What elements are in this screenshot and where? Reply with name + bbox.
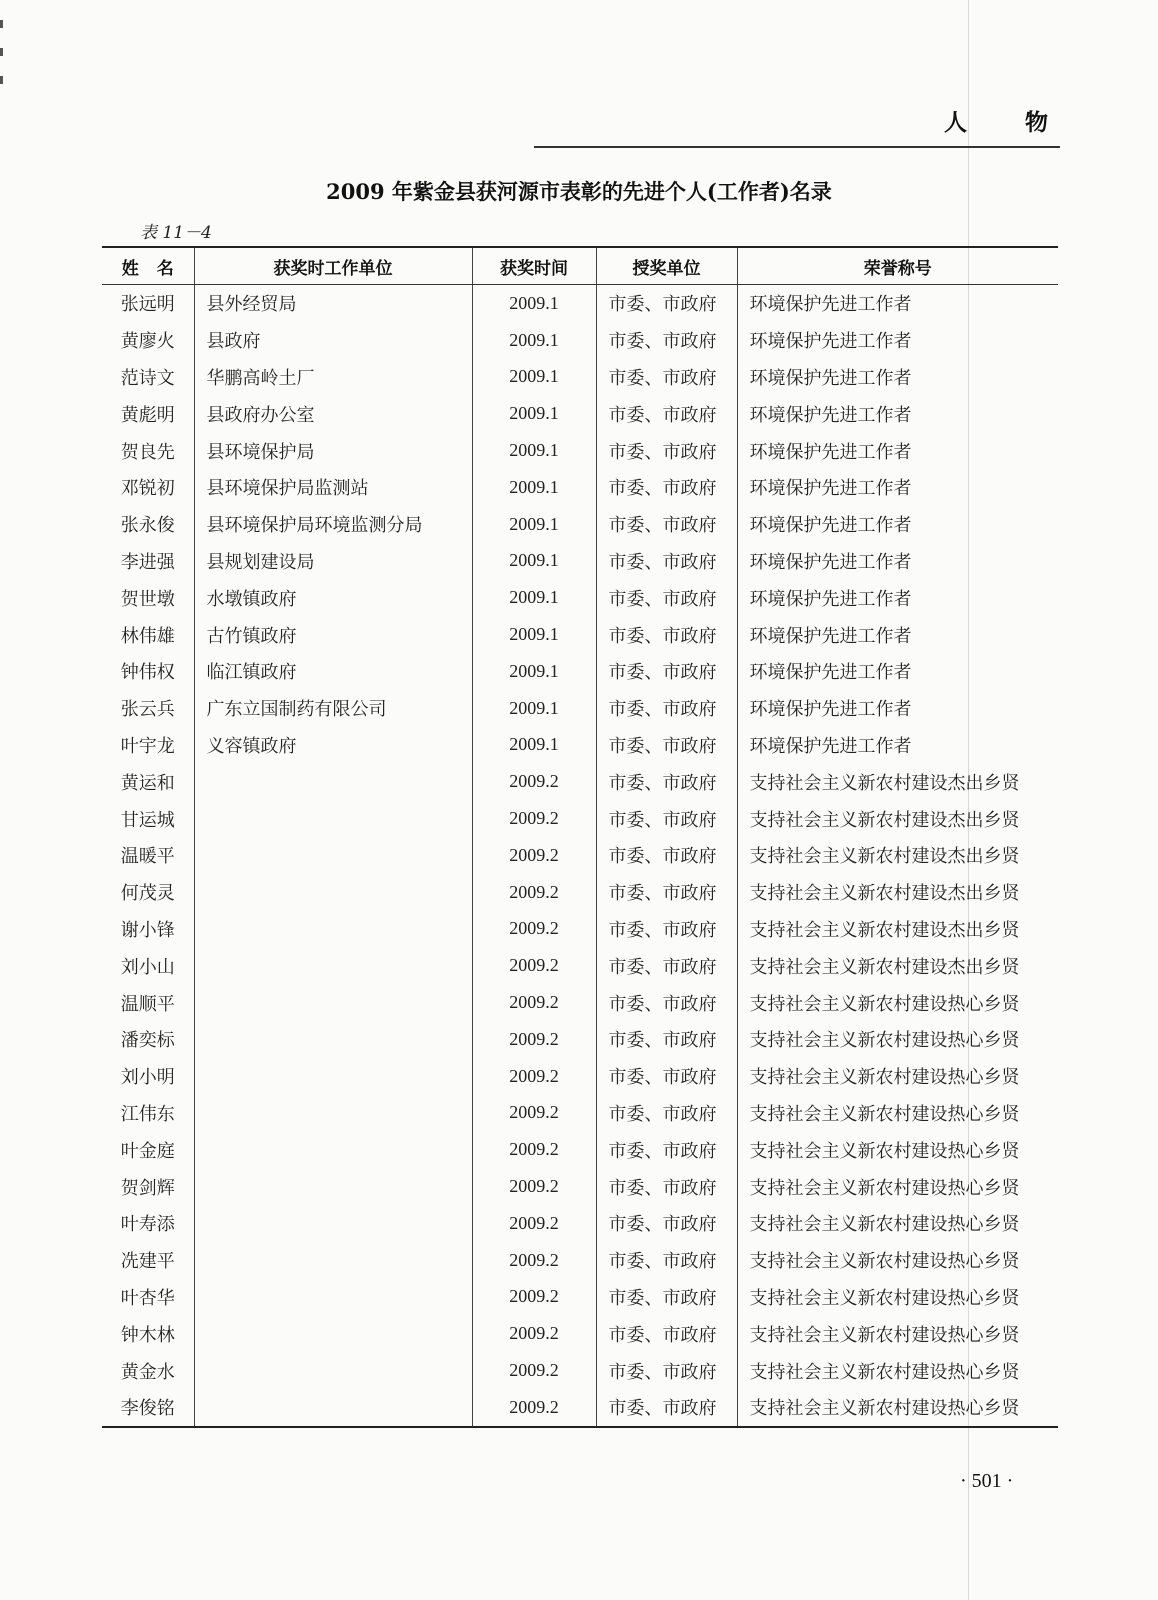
- cell-honor: 环境保护先进工作者: [737, 359, 1058, 396]
- column-header-unit: 获奖时工作单位: [194, 247, 472, 285]
- cell-time: 2009.2: [472, 911, 596, 948]
- table-row: [102, 1021, 1058, 1058]
- cell-honor: 环境保护先进工作者: [737, 322, 1058, 359]
- cell-name: 张永俊: [120, 515, 175, 537]
- cell-unit: [194, 911, 472, 948]
- cell-org: 市委、市政府: [596, 395, 737, 432]
- cell-name: 黄金水: [120, 1361, 175, 1383]
- table-row: [102, 506, 1058, 543]
- cell-unit: [194, 1021, 472, 1058]
- cell-unit: 县环境保护局: [194, 432, 472, 469]
- table-row: [102, 1058, 1058, 1095]
- cell-unit: 县政府办公室: [194, 395, 472, 432]
- cell-time: 2009.1: [472, 359, 596, 396]
- cell-unit: [194, 1389, 472, 1427]
- column-header-time: 获奖时间: [472, 247, 596, 285]
- cell-honor: 环境保护先进工作者: [737, 690, 1058, 727]
- header-rule: [534, 146, 1060, 148]
- cell-name: 温顺平: [120, 993, 175, 1015]
- cell-time: 2009.1: [472, 285, 596, 322]
- cell-org: 市委、市政府: [596, 506, 737, 543]
- cell-org: 市委、市政府: [596, 837, 737, 874]
- cell-unit: [194, 800, 472, 837]
- table-body: [102, 285, 1058, 1427]
- cell-time: 2009.2: [472, 1352, 596, 1389]
- cell-name: 张远明: [120, 294, 175, 316]
- cell-honor: 支持社会主义新农村建设杰出乡贤: [737, 947, 1058, 984]
- table-row: [102, 395, 1058, 432]
- cell-unit: 县规划建设局: [194, 543, 472, 580]
- cell-time: 2009.2: [472, 1131, 596, 1168]
- cell-name: 贺良先: [120, 441, 175, 463]
- table-row: [102, 1205, 1058, 1242]
- cell-honor: 支持社会主义新农村建设热心乡贤: [737, 1315, 1058, 1352]
- cell-honor: 支持社会主义新农村建设热心乡贤: [737, 1389, 1058, 1427]
- cell-name: 潘奕标: [120, 1030, 175, 1052]
- cell-org: 市委、市政府: [596, 543, 737, 580]
- cell-org: 市委、市政府: [596, 984, 737, 1021]
- column-header-name-label: 姓名: [121, 258, 192, 279]
- cell-org: 市委、市政府: [596, 1095, 737, 1132]
- section-char-2: 物: [1025, 109, 1049, 136]
- cell-name: 李俊铭: [120, 1398, 175, 1420]
- cell-honor: 环境保护先进工作者: [737, 579, 1058, 616]
- cell-name: 钟木林: [120, 1324, 175, 1346]
- cell-unit: [194, 874, 472, 911]
- document-title: 2009 年紫金县获河源市表彰的先进个人(工作者)名录: [326, 179, 832, 204]
- cell-org: 市委、市政府: [596, 874, 737, 911]
- cell-name: 叶宇龙: [120, 735, 175, 757]
- cell-unit: [194, 837, 472, 874]
- cell-org: 市委、市政府: [596, 690, 737, 727]
- cell-honor: 支持社会主义新农村建设热心乡贤: [737, 1242, 1058, 1279]
- cell-org: 市委、市政府: [596, 1168, 737, 1205]
- table-row: [102, 947, 1058, 984]
- table-row: [102, 359, 1058, 396]
- cell-name: 贺世墩: [120, 588, 175, 610]
- cell-honor: 环境保护先进工作者: [737, 616, 1058, 653]
- table-row: [102, 690, 1058, 727]
- cell-name: 邓锐初: [120, 478, 175, 500]
- cell-time: 2009.1: [472, 432, 596, 469]
- cell-honor: 环境保护先进工作者: [737, 506, 1058, 543]
- table-row: [102, 616, 1058, 653]
- section-header: [944, 104, 1049, 137]
- cell-unit: [194, 1242, 472, 1279]
- cell-org: 市委、市政府: [596, 616, 737, 653]
- cell-time: 2009.2: [472, 874, 596, 911]
- cell-time: 2009.2: [472, 837, 596, 874]
- table-row: [102, 1168, 1058, 1205]
- cell-org: 市委、市政府: [596, 1058, 737, 1095]
- cell-time: 2009.1: [472, 506, 596, 543]
- cell-honor: 环境保护先进工作者: [737, 285, 1058, 322]
- cell-honor: 环境保护先进工作者: [737, 395, 1058, 432]
- cell-name: 江伟东: [120, 1103, 175, 1125]
- table-row: [102, 1389, 1058, 1427]
- cell-name: 叶寿添: [120, 1214, 175, 1236]
- cell-unit: [194, 1205, 472, 1242]
- cell-org: 市委、市政府: [596, 1242, 737, 1279]
- cell-time: 2009.2: [472, 1389, 596, 1427]
- binding-marks: [0, 20, 3, 100]
- cell-honor: 支持社会主义新农村建设杰出乡贤: [737, 763, 1058, 800]
- cell-unit: 义容镇政府: [194, 727, 472, 764]
- cell-time: 2009.2: [472, 763, 596, 800]
- cell-honor: 支持社会主义新农村建设杰出乡贤: [737, 837, 1058, 874]
- cell-name: 黄彪明: [120, 404, 175, 426]
- cell-honor: 支持社会主义新农村建设杰出乡贤: [737, 911, 1058, 948]
- cell-name: 温暖平: [120, 846, 175, 868]
- cell-org: 市委、市政府: [596, 432, 737, 469]
- cell-honor: 环境保护先进工作者: [737, 653, 1058, 690]
- cell-honor: 支持社会主义新农村建设热心乡贤: [737, 1021, 1058, 1058]
- cell-time: 2009.2: [472, 1168, 596, 1205]
- column-header-honor: 荣誉称号: [737, 247, 1058, 285]
- cell-org: 市委、市政府: [596, 1352, 737, 1389]
- cell-honor: 环境保护先进工作者: [737, 727, 1058, 764]
- cell-unit: [194, 1131, 472, 1168]
- cell-name: 贺剑辉: [120, 1177, 175, 1199]
- cell-honor: 支持社会主义新农村建设热心乡贤: [737, 1205, 1058, 1242]
- cell-name: 谢小锋: [120, 919, 175, 941]
- cell-honor: 支持社会主义新农村建设杰出乡贤: [737, 800, 1058, 837]
- cell-org: 市委、市政府: [596, 800, 737, 837]
- cell-honor: 支持社会主义新农村建设热心乡贤: [737, 1352, 1058, 1389]
- cell-unit: 县政府: [194, 322, 472, 359]
- table-container: [102, 246, 1058, 1428]
- cell-org: 市委、市政府: [596, 1205, 737, 1242]
- cell-org: 市委、市政府: [596, 1279, 737, 1316]
- column-header-org: 授奖单位: [596, 247, 737, 285]
- cell-honor: 环境保护先进工作者: [737, 469, 1058, 506]
- table-row: [102, 911, 1058, 948]
- cell-name: 何茂灵: [120, 883, 175, 905]
- cell-time: 2009.2: [472, 1279, 596, 1316]
- cell-time: 2009.1: [472, 322, 596, 359]
- table-number: 表 11－4: [140, 223, 212, 243]
- cell-time: 2009.2: [472, 1242, 596, 1279]
- cell-org: 市委、市政府: [596, 727, 737, 764]
- cell-name: 叶杏华: [120, 1287, 175, 1309]
- cell-name: 范诗文: [120, 367, 175, 389]
- cell-time: 2009.2: [472, 947, 596, 984]
- cell-time: 2009.1: [472, 653, 596, 690]
- table-row: [102, 469, 1058, 506]
- table-row: [102, 285, 1058, 322]
- cell-time: 2009.1: [472, 727, 596, 764]
- cell-unit: [194, 947, 472, 984]
- cell-time: 2009.1: [472, 616, 596, 653]
- cell-org: 市委、市政府: [596, 1021, 737, 1058]
- cell-time: 2009.1: [472, 543, 596, 580]
- cell-time: 2009.1: [472, 690, 596, 727]
- cell-honor: 支持社会主义新农村建设热心乡贤: [737, 1095, 1058, 1132]
- table-row: [102, 432, 1058, 469]
- cell-org: 市委、市政府: [596, 911, 737, 948]
- cell-unit: [194, 1095, 472, 1132]
- cell-unit: [194, 1168, 472, 1205]
- cell-org: 市委、市政府: [596, 1315, 737, 1352]
- cell-unit: 水墩镇政府: [194, 579, 472, 616]
- cell-time: 2009.2: [472, 1021, 596, 1058]
- table-row: [102, 1352, 1058, 1389]
- table-row: [102, 653, 1058, 690]
- cell-unit: 古竹镇政府: [194, 616, 472, 653]
- table-row: [102, 874, 1058, 911]
- cell-name: 刘小山: [120, 956, 175, 978]
- cell-org: 市委、市政府: [596, 469, 737, 506]
- table-row: [102, 579, 1058, 616]
- section-char-1: 人: [944, 109, 968, 136]
- cell-org: 市委、市政府: [596, 763, 737, 800]
- cell-org: 市委、市政府: [596, 1131, 737, 1168]
- cell-time: 2009.2: [472, 1095, 596, 1132]
- cell-honor: 支持社会主义新农村建设杰出乡贤: [737, 874, 1058, 911]
- awards-table: [102, 246, 1058, 1428]
- cell-name: 刘小明: [120, 1067, 175, 1089]
- cell-unit: [194, 1058, 472, 1095]
- table-row: [102, 763, 1058, 800]
- cell-name: 钟伟权: [120, 662, 175, 684]
- cell-time: 2009.2: [472, 800, 596, 837]
- cell-name: 黄廖火: [120, 331, 175, 353]
- cell-org: 市委、市政府: [596, 653, 737, 690]
- cell-org: 市委、市政府: [596, 1389, 737, 1427]
- cell-name: 黄运和: [120, 772, 175, 794]
- cell-org: 市委、市政府: [596, 322, 737, 359]
- table-row: [102, 1279, 1058, 1316]
- cell-honor: 环境保护先进工作者: [737, 432, 1058, 469]
- table-row: [102, 837, 1058, 874]
- cell-honor: 支持社会主义新农村建设热心乡贤: [737, 1168, 1058, 1205]
- cell-org: 市委、市政府: [596, 359, 737, 396]
- table-row: [102, 800, 1058, 837]
- cell-name: 林伟雄: [120, 625, 175, 647]
- cell-name: 冼建平: [120, 1251, 175, 1273]
- page-number: · 501 ·: [960, 1470, 1014, 1492]
- cell-time: 2009.2: [472, 1058, 596, 1095]
- cell-honor: 环境保护先进工作者: [737, 543, 1058, 580]
- table-row: [102, 1242, 1058, 1279]
- cell-time: 2009.2: [472, 1205, 596, 1242]
- cell-name: 张云兵: [120, 699, 175, 721]
- table-header-row: [102, 247, 1058, 285]
- cell-unit: 县环境保护局监测站: [194, 469, 472, 506]
- cell-time: 2009.2: [472, 1315, 596, 1352]
- table-row: [102, 322, 1058, 359]
- cell-unit: 县外经贸局: [194, 285, 472, 322]
- cell-honor: 支持社会主义新农村建设热心乡贤: [737, 984, 1058, 1021]
- cell-unit: [194, 1279, 472, 1316]
- cell-org: 市委、市政府: [596, 579, 737, 616]
- table-row: [102, 543, 1058, 580]
- cell-honor: 支持社会主义新农村建设热心乡贤: [737, 1279, 1058, 1316]
- cell-unit: 华鹏高岭土厂: [194, 359, 472, 396]
- cell-time: 2009.1: [472, 395, 596, 432]
- cell-time: 2009.2: [472, 984, 596, 1021]
- cell-unit: [194, 763, 472, 800]
- cell-unit: [194, 984, 472, 1021]
- table-row: [102, 1315, 1058, 1352]
- table-row: [102, 984, 1058, 1021]
- column-header-name: [102, 247, 194, 285]
- table-row: [102, 1131, 1058, 1168]
- cell-honor: 支持社会主义新农村建设热心乡贤: [737, 1131, 1058, 1168]
- cell-org: 市委、市政府: [596, 947, 737, 984]
- cell-honor: 支持社会主义新农村建设热心乡贤: [737, 1058, 1058, 1095]
- cell-name: 叶金庭: [120, 1140, 175, 1162]
- cell-unit: [194, 1315, 472, 1352]
- cell-time: 2009.1: [472, 579, 596, 616]
- table-row: [102, 727, 1058, 764]
- cell-org: 市委、市政府: [596, 285, 737, 322]
- table-row: [102, 1095, 1058, 1132]
- cell-name: 甘运城: [120, 809, 175, 831]
- cell-time: 2009.1: [472, 469, 596, 506]
- cell-unit: 广东立国制药有限公司: [194, 690, 472, 727]
- cell-name: 李进强: [120, 551, 175, 573]
- cell-unit: 县环境保护局环境监测分局: [194, 506, 472, 543]
- cell-unit: 临江镇政府: [194, 653, 472, 690]
- cell-unit: [194, 1352, 472, 1389]
